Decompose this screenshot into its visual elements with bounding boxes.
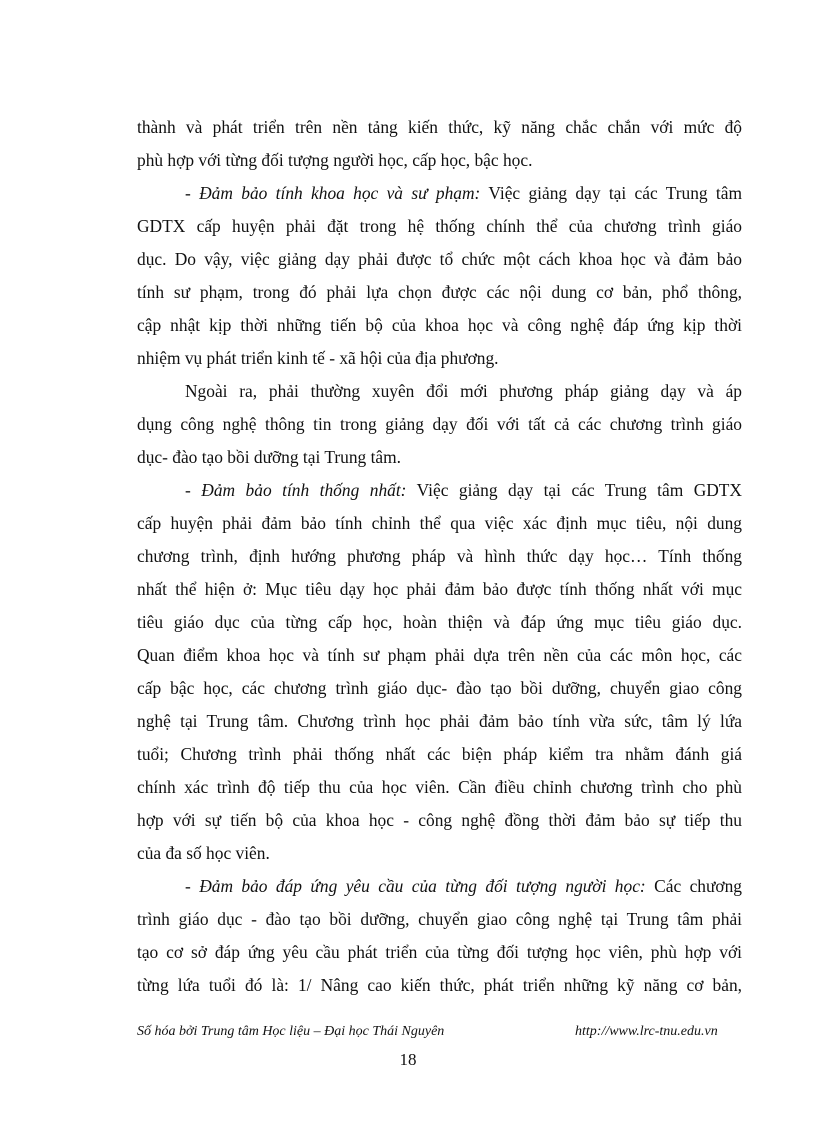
text-line: tiêu giáo dục của từng cấp học, hoàn thiện và đáp ứng mục tiêu giáo dục. [137,612,742,632]
text-line: tạo cơ sở đáp ứng yêu cầu phát triển của từng đối tượng học viên, phù hợp với [137,942,742,962]
italic-heading: - Đảm bảo tính khoa học và sư phạm: [185,183,481,203]
text-line: nhất thể hiện ở: Mục tiêu dạy học phải đảm bảo được tính thống nhất với mục [137,579,742,599]
text-line: cấp huyện phải đảm bảo tính chỉnh thể qua việc xác định mục tiêu, nội dung [137,513,742,533]
text-line: - Đảm bảo tính thống nhất: Việc giảng dạy tại các Trung tâm GDTX [185,480,742,500]
text-line: GDTX cấp huyện phải đặt trong hệ thống chính thể của chương trình giáo [137,216,742,236]
text-line: - Đảm bảo tính khoa học và sư phạm: Việc giảng dạy tại các Trung tâm [185,183,742,203]
text-line: chính xác trình độ tiếp thu của học viên. Cần điều chỉnh chương trình cho phù [137,777,742,797]
footer-url[interactable]: http://www.lrc-tnu.edu.vn [575,1024,718,1039]
footer-source: Số hóa bởi Trung tâm Học liệu – Đại học Thái Nguyên [137,1024,445,1039]
text-line: dụng công nghệ thông tin trong giảng dạy đối với tất cả các chương trình giáo [137,414,742,434]
text-line: - Đảm bảo đáp ứng yêu cầu của từng đối tượng người học: Các chương [185,876,742,896]
page-number: 18 [399,1050,417,1069]
italic-heading: - Đảm bảo đáp ứng yêu cầu của từng đối tượng người học: [185,876,646,896]
text-line: tính sư phạm, trong đó phải lựa chọn được các nội dung cơ bản, phổ thông, [137,282,742,302]
text-line: chương trình, định hướng phương pháp và hình thức dạy học… Tính thống [137,546,742,566]
text-line: của đa số học viên. [137,843,270,863]
text-line: dục. Do vậy, việc giảng dạy phải được tổ chức một cách khoa học và đảm bảo [137,249,742,269]
text-line: nghệ tại Trung tâm. Chương trình học phải đảm bảo tính vừa sức, tâm lý lứa [137,711,742,731]
text-line: Quan điểm khoa học và tính sư phạm phải dựa trên nền của các môn học, các [137,645,742,665]
text-line: cấp bậc học, các chương trình giáo dục- đào tạo bồi dưỡng, chuyển giao công [137,678,742,698]
text-line: nhiệm vụ phát triển kinh tế - xã hội của địa phương. [137,348,499,368]
text-line: hợp với sự tiến bộ của khoa học - công nghệ đồng thời đảm bảo sự tiếp thu [137,810,742,830]
text-line: Ngoài ra, phải thường xuyên đổi mới phương pháp giảng dạy và áp [185,381,742,401]
text-line: phù hợp với từng đối tượng người học, cấp học, bậc học. [137,150,533,170]
text-line: trình giáo dục - đào tạo bồi dưỡng, chuyển giao công nghệ tại Trung tâm phải [137,909,742,929]
text-line: tuổi; Chương trình phải thống nhất các biện pháp kiểm tra nhằm đánh giá [137,744,742,764]
text-line: thành và phát triển trên nền tảng kiến thức, kỹ năng chắc chắn với mức độ [137,117,742,137]
text-line: dục- đào tạo bồi dưỡng tại Trung tâm. [137,447,402,467]
text-line: từng lứa tuổi đó là: 1/ Nâng cao kiến thức, phát triển những kỹ năng cơ bản, [137,975,742,995]
text-line: cập nhật kịp thời những tiến bộ của khoa học và công nghệ đáp ứng kịp thời [137,315,742,335]
italic-heading: - Đảm bảo tính thống nhất: [185,480,407,500]
